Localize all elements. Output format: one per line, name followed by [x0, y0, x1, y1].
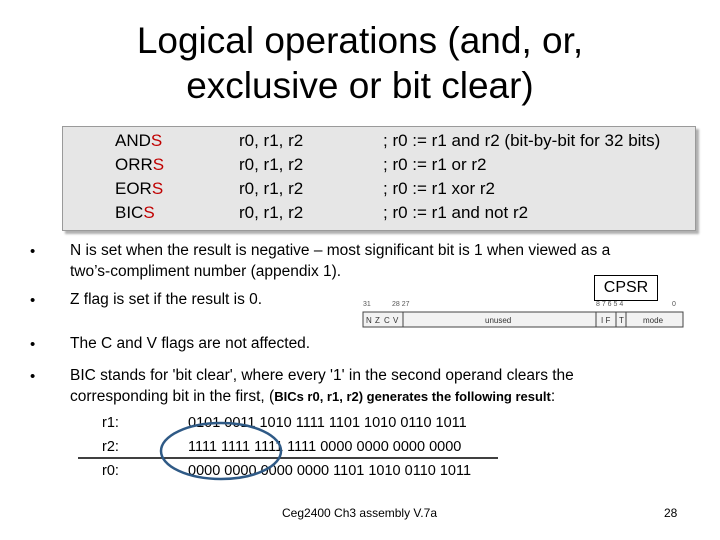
reg-r1-name: r1: — [102, 415, 119, 431]
bullet-n-flag-line-1: N is set when the result is negative – most significant bit is 1 when viewed as a — [70, 242, 611, 259]
code-line-orrs — [115, 153, 487, 177]
mnemonic-suffix: S — [143, 203, 155, 222]
bullet-n-flag-line-2: two’s-compliment number (appendix 1). — [70, 263, 342, 280]
reg-r2-name: r2: — [102, 439, 119, 455]
cpsr-field-c: C — [384, 316, 390, 325]
cpsr-field-v: V — [393, 316, 399, 325]
reg-r1-value: 0101 0011 1010 1111 1101 1010 0110 1011 — [188, 415, 467, 431]
cpsr-label: CPSR — [594, 275, 658, 301]
mnemonic-suffix: S — [151, 179, 164, 198]
bic-text-a: corresponding bit in the first, ( — [70, 388, 275, 405]
mnemonic — [115, 153, 185, 177]
bic-text-bold: BICs r0, r1, r2) generates the following result — [274, 389, 551, 404]
bullet-z-flag: Z flag is set if the result is 0. — [70, 291, 263, 308]
bullet-dot: • — [30, 243, 36, 260]
cpsr-bit-31: 31 — [363, 301, 371, 308]
cpsr-field-z: Z — [375, 316, 380, 325]
cpsr-bit-0: 0 — [672, 301, 676, 308]
comment: ; r0 := r1 xor r2 — [383, 179, 495, 198]
footer-course: Ceg2400 Ch3 assembly V.7a — [282, 506, 437, 520]
reg-r2-value: 1111 1111 1111 1111 0000 0000 0000 0000 — [188, 439, 462, 455]
bic-text-colon: : — [550, 388, 556, 405]
reg-r0-value: 0000 0000 0000 0000 1101 1010 0110 1011 — [188, 463, 472, 479]
cpsr-bits-28-27: 28 27 — [392, 301, 410, 308]
slide-title — [0, 18, 720, 108]
title-line-2: exclusive or bit clear) — [186, 65, 534, 106]
mnemonic-base: AND — [115, 131, 151, 150]
bullet-cv-flags: The C and V flags are not affected. — [70, 335, 311, 352]
cpsr-bits-8-4: 8 7 6 5 4 — [596, 301, 624, 308]
cpsr-register-box — [363, 312, 683, 327]
comment: ; r0 := r1 or r2 — [383, 155, 487, 174]
mnemonic — [115, 177, 185, 201]
bullet-dot: • — [30, 336, 36, 353]
mnemonic-suffix: S — [152, 155, 165, 174]
operands: r0, r1, r2 — [239, 203, 304, 222]
operands: r0, r1, r2 — [239, 155, 304, 174]
mnemonic-suffix: S — [150, 131, 163, 150]
bullet-bic-line-2 — [70, 386, 555, 407]
cpsr-field-n: N — [366, 316, 372, 325]
reg-r0-name: r0: — [102, 463, 119, 479]
operands: r0, r1, r2 — [239, 179, 304, 198]
code-line-bics — [115, 201, 529, 225]
page-number: 28 — [664, 506, 678, 520]
cpsr-diagram — [358, 297, 686, 331]
bullet-dot: • — [30, 368, 36, 385]
mnemonic — [115, 201, 185, 225]
code-line-ands — [115, 129, 661, 153]
code-line-eors — [115, 177, 495, 201]
cpsr-if: I F — [601, 316, 611, 325]
mnemonic-base: BIC — [115, 203, 144, 222]
operands: r0, r1, r2 — [239, 131, 304, 150]
comment: ; r0 := r1 and r2 (bit-by-bit for 32 bits) — [383, 131, 661, 150]
code-block — [62, 126, 696, 231]
bullet-bic-line-1: BIC stands for 'bit clear', where every '1' in the second operand clears the — [70, 367, 574, 384]
cpsr-t: T — [619, 316, 624, 325]
comment: ; r0 := r1 and not r2 — [383, 203, 529, 222]
cpsr-mode: mode — [643, 316, 664, 325]
mnemonic-base: ORR — [115, 155, 153, 174]
mnemonic-base: EOR — [115, 179, 152, 198]
cpsr-unused: unused — [485, 316, 512, 325]
title-line-1: Logical operations (and, or, — [136, 20, 584, 61]
mnemonic — [115, 129, 185, 153]
bullet-dot: • — [30, 292, 36, 309]
